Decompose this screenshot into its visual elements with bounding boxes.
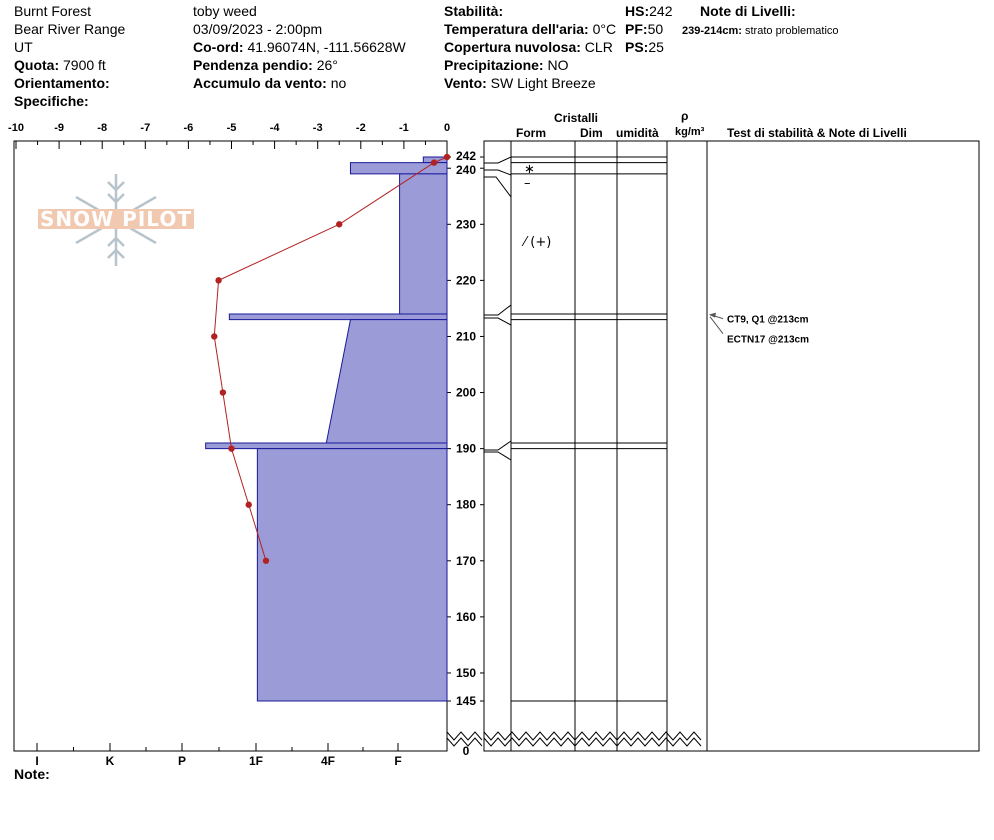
note-label: Note: <box>14 766 50 782</box>
temperature-point <box>431 159 437 165</box>
depth-label: 170 <box>455 553 477 568</box>
temperature-point <box>228 445 234 451</box>
temperature-point <box>263 558 269 564</box>
depth-label: 160 <box>455 609 477 624</box>
grain-symbol: ⁄ (+) <box>524 235 552 251</box>
depth-label: 145 <box>455 694 477 708</box>
precip-value: NO <box>547 57 569 73</box>
state: UT <box>14 39 33 55</box>
hardness-layer <box>206 443 447 449</box>
datetime: 03/09/2023 - 2:00pm <box>193 21 323 37</box>
col-density-unit: kg/m³ <box>675 126 705 138</box>
accumulo-label: Accumulo da vento: <box>193 75 327 91</box>
temp-tick-label: -6 <box>183 122 194 134</box>
hardness-tick-label: 4F <box>320 754 336 768</box>
break-zigzag <box>484 738 701 746</box>
hardness-tick-label: F <box>394 754 402 768</box>
layer-connector <box>484 170 511 175</box>
ps-value: 25 <box>648 39 664 55</box>
precip-label: Precipitazione: <box>444 57 544 73</box>
range: Bear River Range <box>14 21 126 37</box>
temp-tick-label: -8 <box>97 122 108 134</box>
quota-value: 7900 ft <box>63 57 106 73</box>
specifiche-label: Specifiche: <box>14 93 89 109</box>
note-livelli-label: Note di Livelli: <box>700 3 796 19</box>
col-stability: Test di stabilità & Note di Livelli <box>727 126 907 140</box>
depth-label: 190 <box>455 441 477 456</box>
layer-connector <box>484 157 511 163</box>
hardness-layer <box>400 174 447 314</box>
temp-tick-label: -1 <box>399 122 409 134</box>
depth-label: 242 <box>455 149 477 163</box>
temperature-point <box>211 333 217 339</box>
break-zigzag <box>484 732 701 740</box>
col-rho: ρ <box>681 109 689 123</box>
copertura-label: Copertura nuvolosa: <box>444 39 581 55</box>
pf-label: PF: <box>625 21 648 37</box>
hs-label: HS: <box>625 3 650 19</box>
temp-tick-label: -10 <box>8 122 24 134</box>
hardness-layer <box>229 314 447 320</box>
pendenza-label: Pendenza pendio: <box>193 57 313 73</box>
coord-label: Co-ord: <box>193 39 244 55</box>
vento-label: Vento: <box>444 75 487 91</box>
temp-tick-label: 0 <box>443 122 451 134</box>
layer-connector <box>484 452 511 460</box>
location: Burnt Forest <box>14 3 92 19</box>
layer-connector <box>484 177 511 197</box>
note-livelli-text: strato problematico <box>745 25 839 37</box>
stability-arrow <box>710 317 723 334</box>
hardness-layer <box>257 449 447 701</box>
temp-tick-label: -2 <box>355 122 366 134</box>
col-form: Form <box>516 126 546 140</box>
layer-connector <box>484 318 511 325</box>
col-cristalli: Cristalli <box>554 111 599 125</box>
vento-value: SW Light Breeze <box>490 75 596 91</box>
depth-label: 200 <box>455 385 477 400</box>
orientamento-label: Orientamento: <box>14 75 110 91</box>
grain-symbol: – <box>524 176 531 192</box>
depth-label: 0 <box>462 744 470 758</box>
temp-tick-label: -7 <box>140 122 151 134</box>
depth-label: 220 <box>455 273 477 288</box>
pf-value: 50 <box>647 21 664 37</box>
temp-tick-label: -3 <box>312 122 323 134</box>
ps-label: PS: <box>625 39 649 55</box>
coord-value: 41.96074N, -111.56628W <box>247 39 406 55</box>
temp-tick-label: -5 <box>226 122 237 134</box>
copertura-value: CLR <box>584 39 613 55</box>
temp-tick-label: -4 <box>269 122 280 134</box>
col-umidita: umidità <box>616 126 659 140</box>
note-livelli-range: 239-214cm: <box>682 25 742 37</box>
depth-label: 180 <box>455 497 477 512</box>
temperature-point <box>220 389 226 395</box>
hardness-tick-label: P <box>177 754 187 768</box>
hardness-tick-label: K <box>105 754 115 768</box>
depth-label: 230 <box>455 217 477 232</box>
break-zigzag <box>447 732 482 740</box>
temp-label: Temperatura dell'aria: <box>444 21 589 37</box>
accumulo-value: no <box>330 75 347 91</box>
temperature-point <box>336 221 342 227</box>
col-dim: Dim <box>580 126 603 140</box>
layer-connector <box>484 305 511 315</box>
temp-value: 0°C <box>592 21 617 37</box>
stability-test-label: CT9, Q1 @213cm <box>727 314 809 326</box>
temperature-point <box>444 154 450 160</box>
stabilita-label: Stabilità: <box>444 3 504 19</box>
stability-test-label: ECTN17 @213cm <box>727 334 810 346</box>
depth-label: 240 <box>455 163 477 178</box>
depth-label: 150 <box>455 665 477 680</box>
right-table-frame <box>484 141 979 751</box>
depth-label: 210 <box>455 329 477 344</box>
pendenza-value: 26° <box>316 57 338 73</box>
hardness-tick-label: I <box>35 754 39 768</box>
logo-text: SNOW PILOT <box>40 207 192 231</box>
hardness-layer <box>326 320 447 443</box>
hardness-tick-label: 1F <box>248 754 264 768</box>
quota-label: Quota: <box>14 57 60 73</box>
temp-tick-label: -9 <box>54 122 64 134</box>
grain-symbol: ∗ <box>524 162 535 178</box>
temperature-point <box>215 277 221 283</box>
observer: toby weed <box>193 3 257 19</box>
temperature-point <box>246 502 252 508</box>
hs-value: 242 <box>649 3 673 19</box>
layer-connector <box>484 441 511 450</box>
